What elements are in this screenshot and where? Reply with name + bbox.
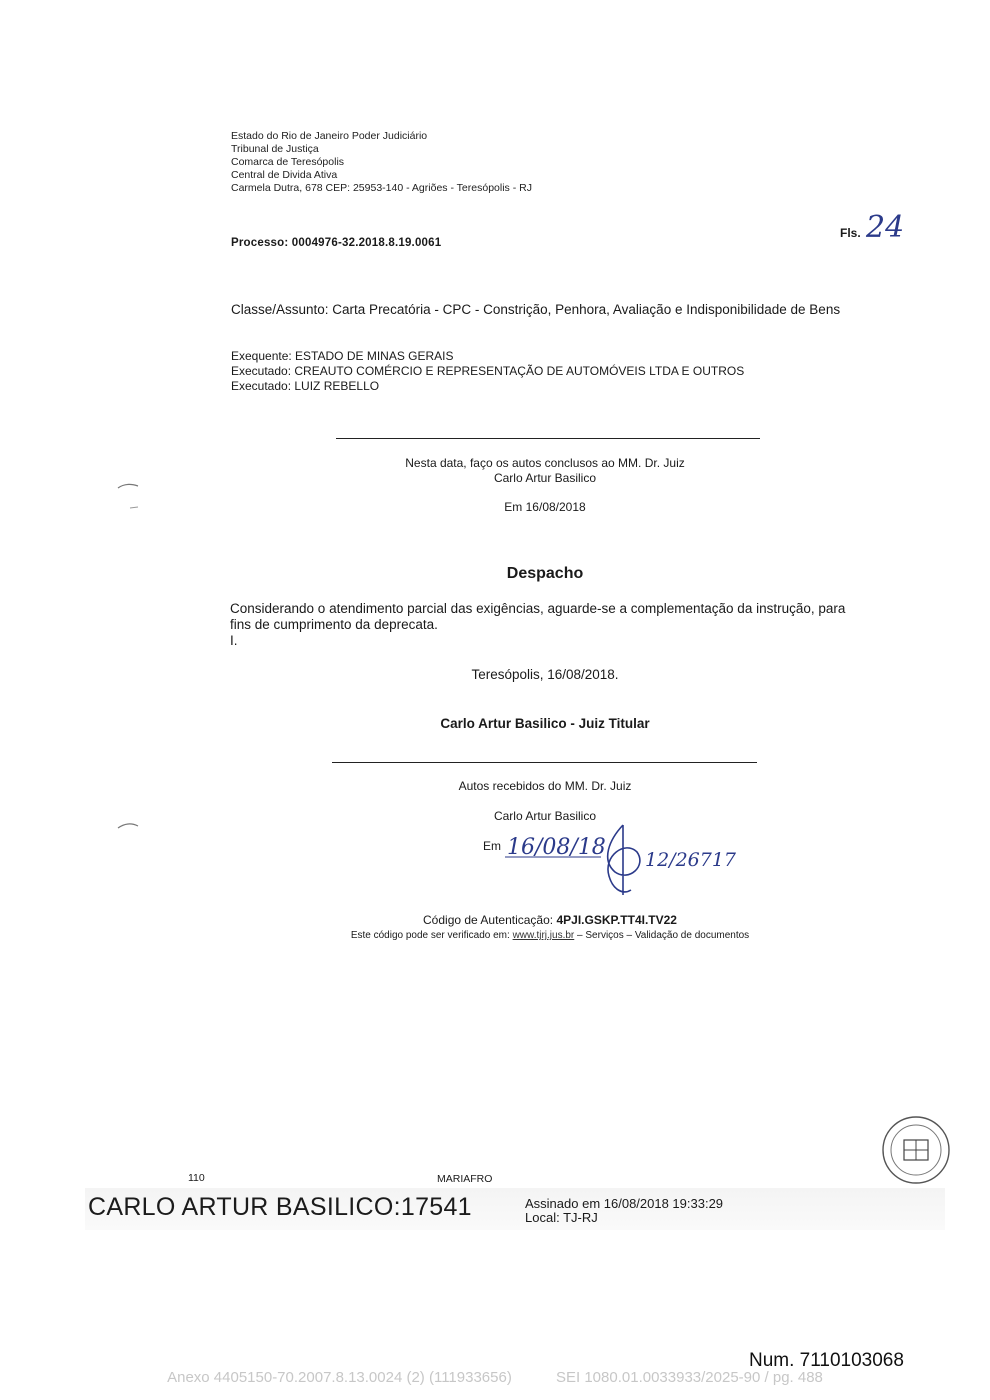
parties-list <box>231 349 744 394</box>
party-executado: Executado: CREAUTO COMÉRCIO E REPRESENTAÇÃO DE AUTOMÓVEIS LTDA E OUTROS <box>231 364 745 378</box>
hole-punch-mark-icon <box>116 820 146 850</box>
verify-suffix: – Serviços – Validação de documentos <box>577 930 750 941</box>
divider-rule <box>332 762 757 763</box>
digital-signature-name: CARLO ARTUR BASILICO:17541 <box>88 1193 472 1221</box>
em-label: Em <box>483 839 501 853</box>
verify-line <box>300 930 800 941</box>
signed-local: Local: TJ-RJ <box>525 1210 598 1225</box>
conclusos-line: Nesta data, faço os autos conclusos ao MM. Dr. Juiz <box>405 456 685 470</box>
despacho-body <box>230 601 870 649</box>
fls-handwritten-number: 24 <box>866 210 905 245</box>
page-number: 110 <box>188 1172 205 1184</box>
conclusos-date: Em 16/08/2018 <box>504 500 586 514</box>
footer-anexo: Anexo 4405150-70.2007.8.13.0024 (2) (111933656) <box>167 1369 512 1386</box>
despacho-end: I. <box>230 633 238 648</box>
footer-sei: SEI 1080.01.0033933/2025-90 / pg. 488 <box>556 1369 823 1386</box>
party-executado: Executado: LUIZ REBELLO <box>231 379 380 393</box>
handwritten-id: 12/26717 <box>645 849 737 871</box>
header-line: Estado do Rio de Janeiro Poder Judiciário <box>231 130 428 142</box>
process-number: Processo: 0004976-32.2018.8.19.0061 <box>231 237 442 249</box>
header-line: Central de Divida Ativa <box>231 169 338 181</box>
judge-signer: Carlo Artur Basilico - Juiz Titular <box>440 716 650 731</box>
header-line: Comarca de Teresópolis <box>231 156 345 168</box>
conclusos-block <box>335 456 755 486</box>
digital-signature-info <box>525 1197 723 1225</box>
recebidos-line: Autos recebidos do MM. Dr. Juiz <box>458 779 632 793</box>
despacho-text: Considerando o atendimento parcial das exigências, aguarde-se a complementação da instrução, para fins de cumprimento da deprecata. <box>230 601 846 632</box>
document-number: Num. 7110103068 <box>749 1350 904 1371</box>
hole-punch-mark-icon <box>116 480 146 514</box>
auth-code: 4PJI.GSKP.TT4I.TV22 <box>556 913 677 927</box>
header-line: Carmela Dutra, 678 CEP: 25953-140 - Agriões - Teresópolis - RJ <box>231 182 532 194</box>
handwritten-signature <box>505 820 775 900</box>
local-date: Teresópolis, 16/08/2018. <box>471 667 619 682</box>
user-id: MARIAFRO <box>437 1173 493 1185</box>
divider-rule <box>336 438 760 439</box>
court-header <box>231 130 532 195</box>
footer-watermark <box>0 1369 990 1386</box>
authentication-code <box>300 913 800 927</box>
signed-at: Assinado em 16/08/2018 19:33:29 <box>525 1196 724 1211</box>
court-seal-icon <box>880 1108 950 1188</box>
header-line: Tribunal de Justiça <box>231 143 319 155</box>
verify-link[interactable]: www.tjrj.jus.br <box>512 930 575 941</box>
classe-assunto: Classe/Assunto: Carta Precatória - CPC - Constrição, Penhora, Avaliação e Indisponibilidade de Bens <box>231 302 841 317</box>
conclusos-judge: Carlo Artur Basilico <box>493 471 597 485</box>
auth-label: Código de Autenticação: <box>423 913 554 927</box>
despacho-title: Despacho <box>506 565 584 582</box>
party-exequente: Exequente: ESTADO DE MINAS GERAIS <box>231 349 454 363</box>
recebidos-judge: Carlo Artur Basilico <box>493 809 597 823</box>
verify-prefix: Este código pode ser verificado em: <box>350 930 510 941</box>
handwritten-date: 16/08/18 <box>507 835 606 860</box>
fls-label: Fls. <box>840 226 861 240</box>
